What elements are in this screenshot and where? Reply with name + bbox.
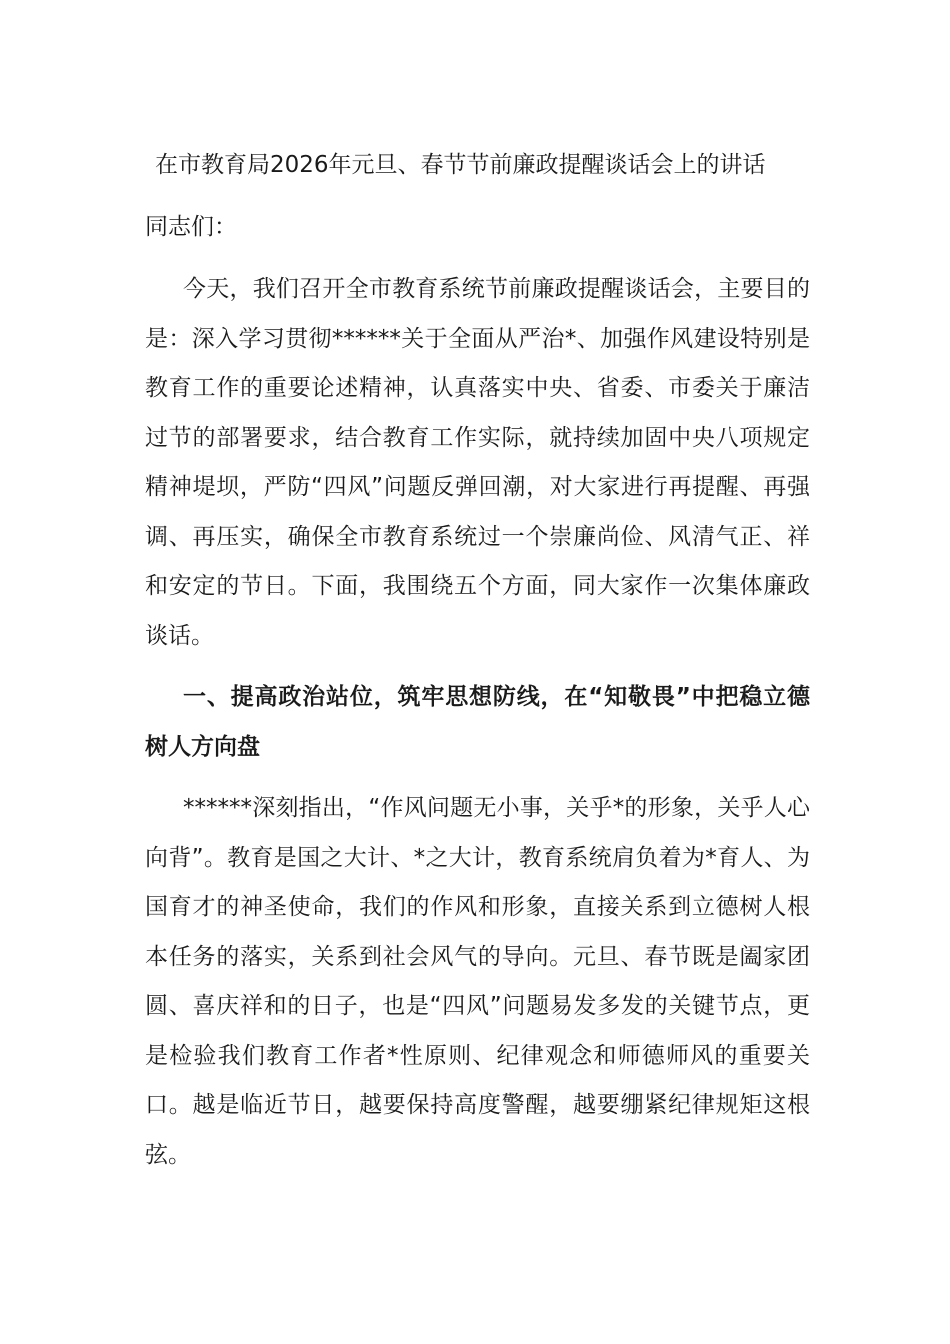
- spacer: [145, 190, 810, 202]
- intro-paragraph: 今天，我们召开全市教育系统节前廉政提醒谈话会，主要目的是：深入学习贯彻******关于全面从严治*、加强作风建设特别是教育工作的重要论述精神，认真落实中央、省委、市委关于廉洁过节的部署要求，结合教育工作实际，就持续加固中央八项规定精神堤坝，严防“四风”问题反弹回潮，对大家进行再提醒、再强调、再压实，确保全市教育系统过一个崇廉尚俭、风清气正、祥和安定的节日。下面，我围绕五个方面，同大家作一次集体廉政谈话。: [145, 276, 810, 649]
- section-1-paragraph: ******深刻指出，“作风问题无小事，关乎*的形象，关乎人心向背”。教育是国之大计、*之大计，教育系统肩负着为*育人、为国育才的神圣使命，我们的作风和形象，直接关系到立德树人根本任务的落实，关系到社会风气的导向。元旦、春节既是阖家团圆、喜庆祥和的日子，也是“四风”问题易发多发的关键节点，更是检验我们教育工作者*性原则、纪律观念和师德师风的重要关口。越是临近节日，越要保持高度警醒，越要绷紧纪律规矩这根弦。: [145, 795, 810, 1168]
- document-body: [145, 140, 810, 1180]
- document-title: 在市教育局2026年元旦、春节节前廉政提醒谈话会上的讲话: [155, 152, 766, 178]
- spacer: [145, 772, 810, 784]
- spacer: [145, 661, 810, 673]
- spacer: [145, 252, 810, 265]
- section-heading-1: 一、提高政治站位，筑牢思想防线，在“知敬畏”中把稳立德树人方向盘: [145, 684, 810, 760]
- salutation: 同志们：: [145, 214, 237, 240]
